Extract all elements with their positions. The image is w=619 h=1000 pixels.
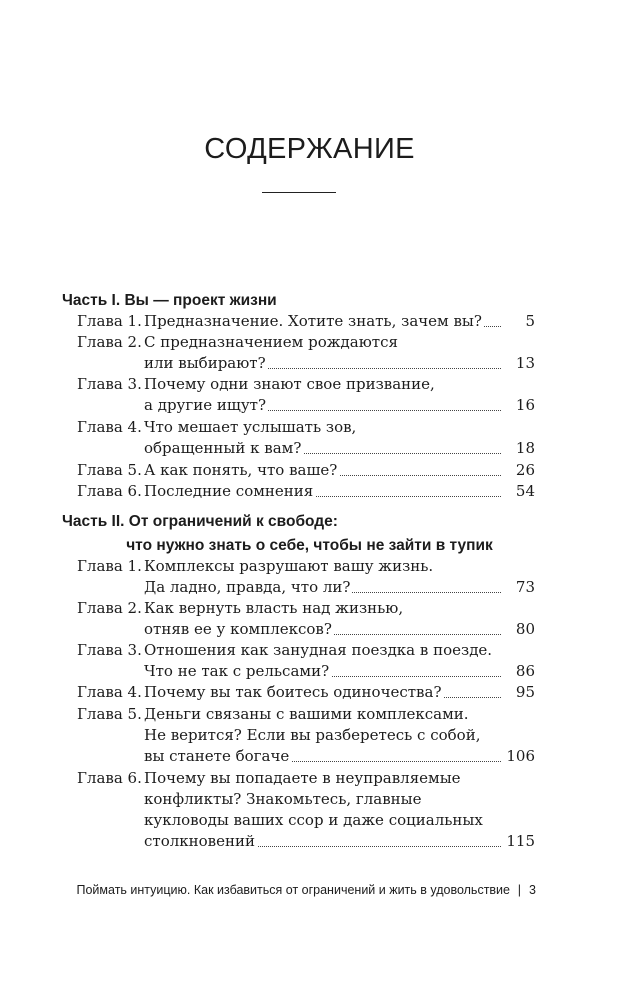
chapter-title: С предназначением рождаются: [144, 333, 398, 351]
chapter-title: Последние сомнения: [144, 482, 314, 500]
toc-line: [77, 416, 535, 438]
chapter-title: Предназначение. Хотите знать, зачем вы?: [144, 312, 482, 330]
toc-line: [77, 660, 535, 682]
toc-line: [77, 639, 535, 661]
toc-line: [77, 724, 535, 746]
toc-line: [77, 310, 535, 332]
chapter-title: Деньги связаны с вашими комплексами.: [144, 705, 469, 723]
chapter-label: Глава 4.: [77, 683, 142, 701]
toc-line: [77, 703, 535, 725]
chapter-title: кукловоды ваших ссор и даже социальных: [144, 811, 483, 829]
chapter-title: Как вернуть власть над жизнью,: [144, 599, 404, 617]
page-number: 54: [515, 482, 535, 500]
page-title: СОДЕРЖАНИЕ: [204, 133, 415, 165]
toc-line: [77, 809, 535, 831]
page-number: 26: [515, 461, 535, 479]
chapter-title: Почему вы так боитесь одиночества?: [144, 683, 442, 701]
page-number: 13: [515, 354, 535, 372]
chapter-label: Глава 5.: [77, 705, 142, 723]
page-number: 115: [506, 832, 535, 850]
chapter-label: Глава 6.: [77, 482, 142, 500]
chapter-title: Да ладно, правда, что ли?: [144, 578, 351, 596]
toc-line: [77, 373, 535, 395]
chapter-label: Глава 2.: [77, 599, 142, 617]
footer-separator: |: [517, 883, 521, 897]
toc-line: [77, 830, 535, 852]
chapter-label: Глава 4.: [77, 418, 142, 436]
page-number: 18: [515, 439, 535, 457]
chapter-label: Глава 3.: [77, 641, 142, 659]
chapter-title: конфликты? Знакомьтесь, главные: [144, 790, 422, 808]
chapter-title: обращенный к вам?: [144, 439, 302, 457]
chapter-label: Глава 1.: [77, 312, 142, 330]
toc-line: [77, 576, 535, 598]
page-number: 73: [515, 578, 535, 596]
page-number: 86: [515, 662, 535, 680]
toc-line: [77, 480, 535, 502]
page-number: 16: [515, 396, 535, 414]
title-rule: [262, 192, 336, 193]
toc-line: [77, 331, 535, 353]
chapter-label: Глава 1.: [77, 557, 142, 575]
chapter-title: а другие ищут?: [144, 396, 266, 414]
chapter-title: или выбирают?: [144, 354, 266, 372]
toc-line: [77, 681, 535, 703]
chapter-title: А как понять, что ваше?: [144, 461, 338, 479]
chapter-title: Почему одни знают свое призвание,: [144, 375, 435, 393]
page-number: 80: [515, 620, 535, 638]
chapter-title: Почему вы попадаете в неуправляемые: [144, 769, 461, 787]
toc-line: [77, 618, 535, 640]
toc-line: [77, 352, 535, 374]
toc-line: [77, 394, 535, 416]
footer-book-title: Поймать интуицию. Как избавиться от ограничений и жить в удовольствие: [76, 883, 510, 897]
chapter-title: Не верится? Если вы разберетесь с собой,: [144, 726, 481, 744]
chapter-title: Отношения как занудная поездка в поезде.: [144, 641, 493, 659]
chapter-title: отняв ее у комплексов?: [144, 620, 332, 638]
chapter-label: Глава 2.: [77, 333, 142, 351]
toc-line: [77, 555, 535, 577]
part-subtitle: что нужно знать о себе, чтобы не зайти в тупик: [126, 537, 493, 554]
page-number: 5: [525, 312, 535, 330]
chapter-label: Глава 5.: [77, 461, 142, 479]
chapter-label: Глава 6.: [77, 769, 142, 787]
chapter-label: Глава 3.: [77, 375, 142, 393]
toc-line: [77, 767, 535, 789]
chapter-title: вы станете богаче: [144, 747, 290, 765]
toc-line: [77, 459, 535, 481]
toc-line: [77, 437, 535, 459]
toc-line: [77, 745, 535, 767]
chapter-title: Что мешает услышать зов,: [144, 418, 357, 436]
chapter-title: Что не так с рельсами?: [144, 662, 330, 680]
page-number: 106: [506, 747, 535, 765]
page-number: 95: [515, 683, 535, 701]
toc-line: [77, 788, 535, 810]
chapter-title: столкновений: [144, 832, 255, 850]
chapter-title: Комплексы разрушают вашу жизнь.: [144, 557, 434, 575]
part-title: Часть I. Вы — проект жизни: [62, 292, 277, 309]
footer-page-number: 3: [529, 883, 536, 897]
toc-line: [77, 597, 535, 619]
part-title: Часть II. От ограничений к свободе:: [62, 513, 338, 530]
